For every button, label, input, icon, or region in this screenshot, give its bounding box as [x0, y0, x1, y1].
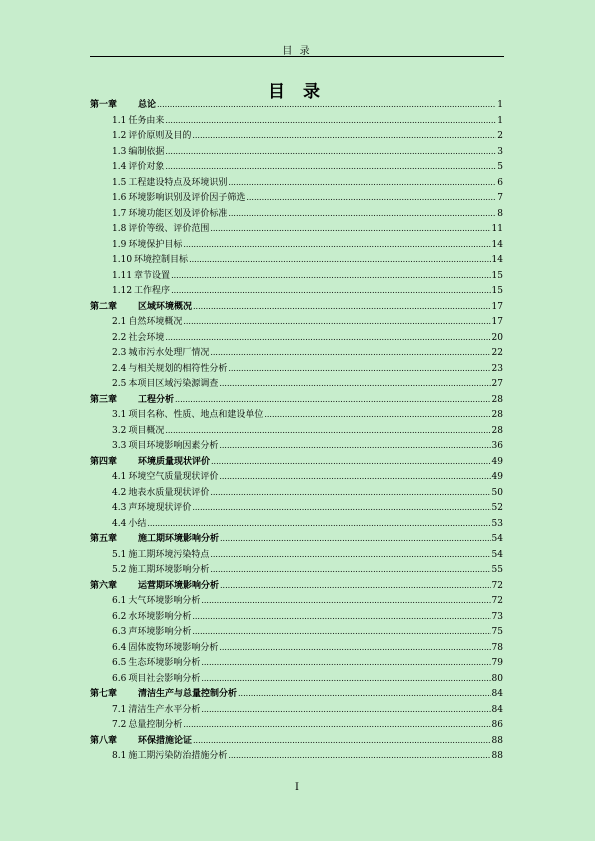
toc-chapter-entry[interactable]: [90, 686, 503, 702]
toc-entry-page: 49: [491, 456, 503, 467]
toc-entry-page: 73: [491, 611, 503, 622]
toc-entry-number: 4.3: [112, 503, 127, 513]
toc-chapter-entry[interactable]: [90, 531, 503, 547]
toc-leader-dots: [165, 330, 490, 347]
toc-entry-number: 1.10: [112, 255, 133, 265]
toc-entry-page: 80: [491, 673, 503, 684]
toc-section-entry[interactable]: [90, 469, 503, 485]
toc-entry-title: 项目社会影响分析: [128, 673, 201, 684]
toc-section-entry[interactable]: [90, 702, 503, 718]
toc-entry-title: 任务由来: [128, 115, 165, 126]
toc-entry-page: 72: [491, 580, 503, 591]
toc-entry-page: 1: [497, 100, 503, 110]
toc-section-entry[interactable]: [90, 593, 503, 609]
toc-entry-title: 项目环境影响因素分析: [128, 441, 219, 451]
toc-section-entry[interactable]: [90, 345, 503, 361]
toc-entry-number: 6.2: [112, 611, 127, 622]
toc-entry-page: 28: [491, 394, 503, 405]
toc-entry-number: 6.3: [112, 627, 127, 637]
toc-entry-page: 49: [491, 472, 503, 482]
toc-entry-page: 86: [491, 720, 503, 730]
toc-entry-number: 第五章: [90, 534, 118, 544]
toc-entry-page: 88: [491, 735, 503, 746]
toc-leader-dots: [201, 655, 490, 672]
toc-entry-number: 8.1: [112, 751, 127, 761]
toc-entry-number: 第四章: [90, 456, 118, 467]
toc-entry-page: 52: [491, 503, 503, 513]
toc-entry-title: 工程建设特点及环境识别: [128, 177, 228, 188]
toc-entry-title: 编制依据: [128, 146, 165, 157]
toc-entry-number: 第七章: [90, 689, 118, 699]
toc-leader-dots: [210, 485, 490, 502]
toc-entry-number: 2.1: [112, 317, 127, 327]
toc-entry-title: 工程分析: [138, 394, 175, 405]
toc-section-entry[interactable]: [90, 438, 503, 454]
toc-section-entry[interactable]: [90, 330, 503, 346]
toc-leader-dots: [165, 423, 490, 440]
toc-entry-number: 第八章: [90, 735, 118, 746]
toc-entry-page: 53: [491, 518, 503, 529]
toc-leader-dots: [183, 314, 490, 331]
toc-entry-title: 施工期污染防治措施分析: [128, 751, 228, 761]
toc-leader-dots: [193, 299, 491, 316]
toc-entry-page: 23: [491, 363, 503, 374]
toc-section-entry[interactable]: [90, 206, 503, 222]
toc-leader-dots: [171, 268, 490, 285]
toc-entry-page: 75: [491, 627, 503, 637]
toc-entry-title: 环保措施论证: [138, 735, 193, 746]
toc-entry-number: 第六章: [90, 580, 118, 591]
toc-section-entry[interactable]: [90, 175, 503, 191]
toc-entry-page: 54: [491, 534, 503, 544]
toc-entry-title: 本项目区域污染源调查: [128, 379, 219, 389]
toc-entry-title: 地表水质量现状评价: [128, 487, 210, 498]
toc-entry-title: 运营期环境影响分析: [138, 580, 220, 591]
toc-leader-dots: [210, 345, 490, 362]
toc-entry-title: 环境控制目标: [134, 255, 189, 265]
toc-entry-page: 84: [491, 704, 503, 715]
toc-section-entry[interactable]: [90, 407, 503, 423]
toc-leader-dots: [192, 624, 490, 641]
toc-chapter-entry[interactable]: [90, 299, 503, 315]
toc-leader-dots: [171, 283, 490, 300]
toc-section-entry[interactable]: [90, 361, 503, 377]
toc-entry-page: 50: [491, 487, 503, 498]
toc-entry-title: 总论: [138, 100, 157, 110]
toc-leader-dots: [201, 702, 490, 719]
toc-entry-number: 1.2: [112, 131, 127, 141]
toc-entry-number: 第三章: [90, 394, 118, 405]
toc-entry-title: 自然环境概况: [128, 317, 183, 327]
toc-entry-page: 1: [497, 115, 503, 126]
toc-entry-number: 1.7: [112, 208, 127, 219]
toc-section-entry[interactable]: [90, 314, 503, 330]
toc-entry-page: 36: [491, 441, 503, 451]
toc-entry-number: 2.2: [112, 332, 127, 343]
toc-leader-dots: [201, 671, 490, 688]
toc-entry-page: 28: [491, 425, 503, 436]
toc-entry-page: 14: [491, 255, 503, 265]
toc-leader-dots: [201, 593, 490, 610]
toc-entry-title: 总量控制分析: [128, 720, 183, 730]
toc-entry-number: 5.1: [112, 549, 127, 560]
toc-section-entry[interactable]: [90, 609, 503, 625]
toc-section-entry[interactable]: [90, 252, 503, 268]
toc-leader-dots: [192, 500, 490, 517]
toc-section-entry[interactable]: [90, 113, 503, 129]
toc-entry-title: 环境保护目标: [128, 239, 183, 250]
toc-leader-dots: [211, 454, 491, 471]
toc-entry-page: 79: [491, 658, 503, 668]
toc-entry-page: 88: [491, 751, 503, 761]
toc-entry-number: 4.2: [112, 487, 127, 498]
toc-entry-number: 1.11: [112, 270, 133, 281]
toc-entry-number: 4.4: [112, 518, 127, 529]
toc-leader-dots: [228, 748, 490, 765]
toc-entry-page: 72: [491, 596, 503, 606]
toc-leader-dots: [165, 159, 496, 176]
toc-entry-page: 78: [491, 642, 503, 653]
toc-entry-title: 环境空气质量现状评价: [128, 472, 219, 482]
toc-entry-title: 施工期环境污染特点: [128, 549, 210, 560]
toc-entry-title: 章节设置: [134, 270, 171, 281]
toc-entry-title: 声环境现状评价: [128, 503, 192, 513]
page-number: I: [295, 782, 299, 793]
toc-leader-dots: [246, 190, 496, 207]
toc-entry-page: 27: [491, 379, 503, 389]
toc-chapter-entry[interactable]: [90, 733, 503, 749]
toc-entry-number: 1.9: [112, 239, 127, 250]
toc-chapter-entry[interactable]: [90, 454, 503, 470]
toc-entry-number: 1.3: [112, 146, 127, 157]
toc-entry-number: 7.2: [112, 720, 127, 730]
toc-entry-page: 22: [491, 348, 503, 358]
toc-entry-page: 11: [491, 224, 503, 234]
toc-section-entry[interactable]: [90, 640, 503, 656]
toc-leader-dots: [228, 175, 496, 192]
toc-entry-page: 17: [491, 317, 503, 327]
toc-section-entry[interactable]: [90, 671, 503, 687]
toc-entry-title: 社会环境: [128, 332, 165, 343]
toc-section-entry[interactable]: [90, 221, 503, 237]
toc-section-entry[interactable]: [90, 423, 503, 439]
toc-entry-number: 第二章: [90, 301, 118, 312]
toc-chapter-entry[interactable]: [90, 97, 503, 113]
toc-entry-title: 评价原则及目的: [128, 131, 192, 141]
toc-entry-page: 14: [491, 239, 503, 250]
toc-leader-dots: [210, 221, 490, 238]
toc-entry-number: 1.4: [112, 162, 127, 172]
toc-section-entry[interactable]: [90, 485, 503, 501]
toc-leader-dots: [183, 717, 490, 734]
toc-section-entry[interactable]: [90, 237, 503, 253]
toc-leader-dots: [192, 609, 490, 626]
toc-entry-number: 6.4: [112, 642, 127, 653]
toc-section-entry[interactable]: [90, 624, 503, 640]
toc-leader-dots: [220, 578, 491, 595]
toc-leader-dots: [219, 469, 490, 486]
toc-section-entry[interactable]: [90, 500, 503, 516]
toc-entry-title: 小结: [128, 518, 147, 529]
toc-entry-title: 与相关规划的相符性分析: [128, 363, 228, 374]
toc-entry-number: 1.5: [112, 177, 127, 188]
toc-entry-number: 1.6: [112, 193, 127, 203]
toc-entry-number: 第一章: [90, 100, 118, 110]
toc-entry-page: 5: [497, 162, 503, 172]
toc-entry-title: 城市污水处理厂情况: [128, 348, 210, 358]
toc-entry-title: 水环境影响分析: [128, 611, 192, 622]
toc-entry-number: 5.2: [112, 565, 127, 575]
toc-leader-dots: [219, 640, 490, 657]
header-rule: [90, 56, 504, 57]
toc-entry-number: 1.1: [112, 115, 127, 126]
toc-entry-page: 7: [497, 193, 503, 203]
toc-section-entry[interactable]: [90, 547, 503, 563]
toc-entry-page: 2: [497, 131, 503, 141]
toc-leader-dots: [165, 144, 496, 161]
running-header: 目 录: [282, 46, 312, 57]
toc-leader-dots: [219, 376, 490, 393]
toc-entry-page: 15: [491, 286, 503, 296]
table-of-contents: [90, 97, 503, 764]
toc-entry-number: 3.2: [112, 425, 127, 436]
toc-entry-number: 2.3: [112, 348, 127, 358]
toc-entry-title: 施工期环境影响分析: [128, 565, 210, 575]
toc-entry-page: 54: [491, 549, 503, 560]
toc-entry-number: 2.5: [112, 379, 127, 389]
toc-leader-dots: [220, 531, 491, 548]
toc-entry-title: 清洁生产与总量控制分析: [138, 689, 238, 699]
toc-section-entry[interactable]: [90, 144, 503, 160]
toc-entry-title: 区域环境概况: [138, 301, 193, 312]
toc-leader-dots: [264, 407, 490, 424]
toc-entry-number: 3.3: [112, 441, 127, 451]
toc-entry-page: 17: [491, 301, 503, 312]
toc-entry-number: 3.1: [112, 410, 127, 420]
toc-entry-page: 28: [491, 410, 503, 420]
toc-leader-dots: [183, 237, 490, 254]
toc-section-entry[interactable]: [90, 190, 503, 206]
toc-entry-title: 大气环境影响分析: [128, 596, 201, 606]
toc-leader-dots: [175, 392, 491, 409]
toc-leader-dots: [238, 686, 491, 703]
toc-section-entry[interactable]: [90, 283, 503, 299]
toc-leader-dots: [192, 128, 496, 145]
toc-chapter-entry[interactable]: [90, 578, 503, 594]
toc-section-entry[interactable]: [90, 516, 503, 532]
toc-entry-page: 20: [491, 332, 503, 343]
toc-section-entry[interactable]: [90, 128, 503, 144]
toc-leader-dots: [193, 733, 491, 750]
toc-entry-page: 3: [497, 146, 503, 157]
toc-entry-number: 1.8: [112, 224, 127, 234]
toc-leader-dots: [165, 113, 496, 130]
toc-section-entry[interactable]: [90, 655, 503, 671]
toc-entry-title: 工作程序: [134, 286, 171, 296]
toc-entry-page: 8: [497, 208, 503, 219]
toc-entry-title: 施工期环境影响分析: [138, 534, 220, 544]
toc-section-entry[interactable]: [90, 562, 503, 578]
toc-entry-number: 2.4: [112, 363, 127, 374]
toc-leader-dots: [228, 361, 490, 378]
toc-section-entry[interactable]: [90, 268, 503, 284]
toc-entry-title: 固体废物环境影响分析: [128, 642, 219, 653]
toc-leader-dots: [189, 252, 490, 269]
toc-leader-dots: [157, 97, 496, 114]
toc-entry-number: 7.1: [112, 704, 127, 715]
toc-entry-page: 15: [491, 270, 503, 281]
toc-entry-page: 55: [491, 565, 503, 575]
toc-entry-title: 项目概况: [128, 425, 165, 436]
toc-entry-number: 6.6: [112, 673, 127, 684]
toc-entry-title: 声环境影响分析: [128, 627, 192, 637]
toc-entry-title: 评价等级、评价范围: [128, 224, 210, 234]
toc-entry-title: 生态环境影响分析: [128, 658, 201, 668]
toc-entry-page: 84: [491, 689, 503, 699]
toc-entry-title: 评价对象: [128, 162, 165, 172]
toc-entry-number: 6.5: [112, 658, 127, 668]
toc-section-entry[interactable]: [90, 748, 503, 764]
toc-section-entry[interactable]: [90, 159, 503, 175]
toc-entry-title: 环境功能区划及评价标准: [128, 208, 228, 219]
toc-entry-title: 环境影响识别及评价因子筛选: [128, 193, 246, 203]
toc-leader-dots: [147, 516, 490, 533]
toc-leader-dots: [210, 562, 490, 579]
toc-entry-title: 环境质量现状评价: [138, 456, 211, 467]
toc-section-entry[interactable]: [90, 717, 503, 733]
toc-entry-page: 6: [497, 177, 503, 188]
toc-leader-dots: [210, 547, 490, 564]
toc-entry-number: 6.1: [112, 596, 127, 606]
toc-entry-number: 4.1: [112, 472, 127, 482]
toc-entry-number: 1.12: [112, 286, 133, 296]
toc-leader-dots: [219, 438, 490, 455]
toc-leader-dots: [228, 206, 496, 223]
toc-section-entry[interactable]: [90, 376, 503, 392]
toc-entry-title: 清洁生产水平分析: [128, 704, 201, 715]
page-title: 目 录: [268, 82, 326, 102]
toc-entry-title: 项目名称、性质、地点和建设单位: [128, 410, 264, 420]
toc-chapter-entry[interactable]: [90, 392, 503, 408]
